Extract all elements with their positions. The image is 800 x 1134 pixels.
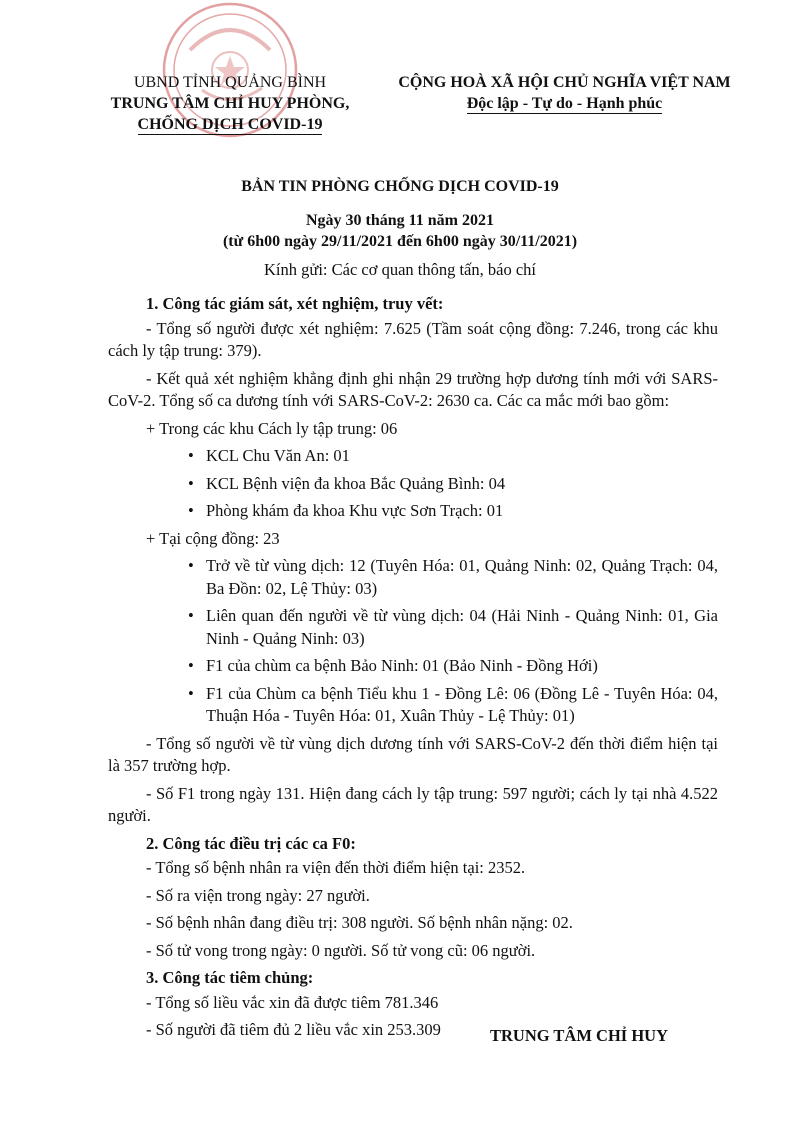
bullet-icon: •	[188, 501, 194, 520]
bulletin-title: BẢN TIN PHÒNG CHỐNG DỊCH COVID-19	[241, 178, 559, 195]
motto: Độc lập - Tự do - Hạnh phúc	[466, 95, 663, 112]
vaccination-line: - Tổng số liều vắc xin đã được tiêm 781.346	[146, 992, 439, 1012]
treatment-line: - Số ra viện trong ngày: 27 người.	[146, 885, 370, 905]
bullet-icon: •	[188, 606, 194, 625]
country-name: CỘNG HOÀ XÃ HỘI CHỦ NGHĨA VIỆT NAM	[398, 74, 731, 91]
bullet-icon: •	[188, 473, 194, 493]
national-motto	[372, 72, 757, 114]
list-item: • Trở về từ vùng dịch: 12 (Tuyên Hóa: 01, Quảng Ninh: 02, Quảng Trạch: 04, Ba Đồn: 02, Lệ Thủy: 03)	[188, 556, 718, 598]
f1-summary: - Số F1 trong ngày 131. Hiện đang cách ly tập trung: 597 người; cách ly tại nhà 4.522 người.	[108, 783, 718, 825]
bullet-icon: •	[188, 556, 194, 575]
list-item: • KCL Bệnh viện đa khoa Bắc Quảng Bình: 04	[108, 473, 718, 496]
testing-total: - Tổng số người được xét nghiệm: 7.625 (Tầm soát cộng đồng: 7.246, trong các khu cách ly tập trung: 379).	[108, 318, 718, 360]
treatment-line: - Số bệnh nhân đang điều trị: 308 người. Số bệnh nhân nặng: 02.	[146, 913, 573, 932]
list-item: • Liên quan đến người về từ vùng dịch: 04 (Hải Ninh - Quảng Ninh: 01, Gia Ninh - Quảng Ninh: 03)	[188, 606, 718, 648]
agency-line-2: TRUNG TÂM CHỈ HUY PHÒNG,	[110, 95, 350, 112]
treatment-line: - Số tử vong trong ngày: 0 người. Số tử vong cũ: 06 người.	[146, 940, 536, 960]
list-item: • F1 của chùm ca bệnh Bảo Ninh: 01 (Bảo Ninh - Đồng Hới)	[108, 655, 718, 678]
vaccination-line: - Số người đã tiêm đủ 2 liều vắc xin 253.309	[146, 1020, 441, 1039]
bullet-icon: •	[188, 683, 194, 703]
list-item: • Phòng khám đa khoa Khu vực Sơn Trạch: 01	[108, 500, 718, 523]
agency-line-1: UBND TỈNH QUẢNG BÌNH	[133, 74, 327, 91]
recipient-line: Kính gửi: Các cơ quan thông tấn, báo chí	[264, 260, 536, 279]
bulletin-date: Ngày 30 tháng 11 năm 2021	[305, 212, 495, 229]
returnee-positive-total: - Tổng số người về từ vùng dịch dương tính với SARS-CoV-2 đến thời điểm hiện tại là 357 trường hợp.	[108, 733, 718, 775]
bulletin-range: (từ 6h00 ngày 29/11/2021 đến 6h00 ngày 30/11/2021)	[222, 233, 578, 250]
new-cases: - Kết quả xét nghiệm khẳng định ghi nhận 29 trường hợp dương tính mới với SARS-CoV-2. Tổng số ca dương tính với SARS-CoV-2: 2630 ca. Các ca mắc mới bao gồm:	[108, 368, 718, 410]
quarantine-group: + Trong các khu Cách ly tập trung: 06	[146, 418, 398, 438]
section-1-heading: 1. Công tác giám sát, xét nghiệm, truy vết:	[146, 294, 444, 313]
agency-line-3: CHỐNG DỊCH COVID-19	[137, 116, 323, 133]
list-item: • KCL Chu Văn An: 01	[108, 445, 718, 468]
bulletin-body	[108, 288, 718, 1042]
section-3-heading: 3. Công tác tiêm chủng:	[146, 968, 314, 987]
list-item: • F1 của Chùm ca bệnh Tiểu khu 1 - Đồng Lê: 06 (Đồng Lê - Tuyên Hóa: 04, Thuận Hóa - Tuyên Hóa: 01, Xuân Thủy - Lệ Thủy: 01)	[188, 683, 718, 725]
section-2-heading: 2. Công tác điều trị các ca F0:	[146, 833, 356, 853]
bullet-icon: •	[188, 656, 194, 675]
signature-title: TRUNG TÂM CHỈ HUY	[490, 1026, 668, 1045]
issuing-agency	[80, 72, 380, 135]
community-group: + Tại cộng đồng: 23	[146, 528, 280, 548]
treatment-line: - Tổng số bệnh nhân ra viện đến thời điểm hiện tại: 2352.	[146, 858, 526, 877]
bullet-icon: •	[188, 446, 194, 465]
